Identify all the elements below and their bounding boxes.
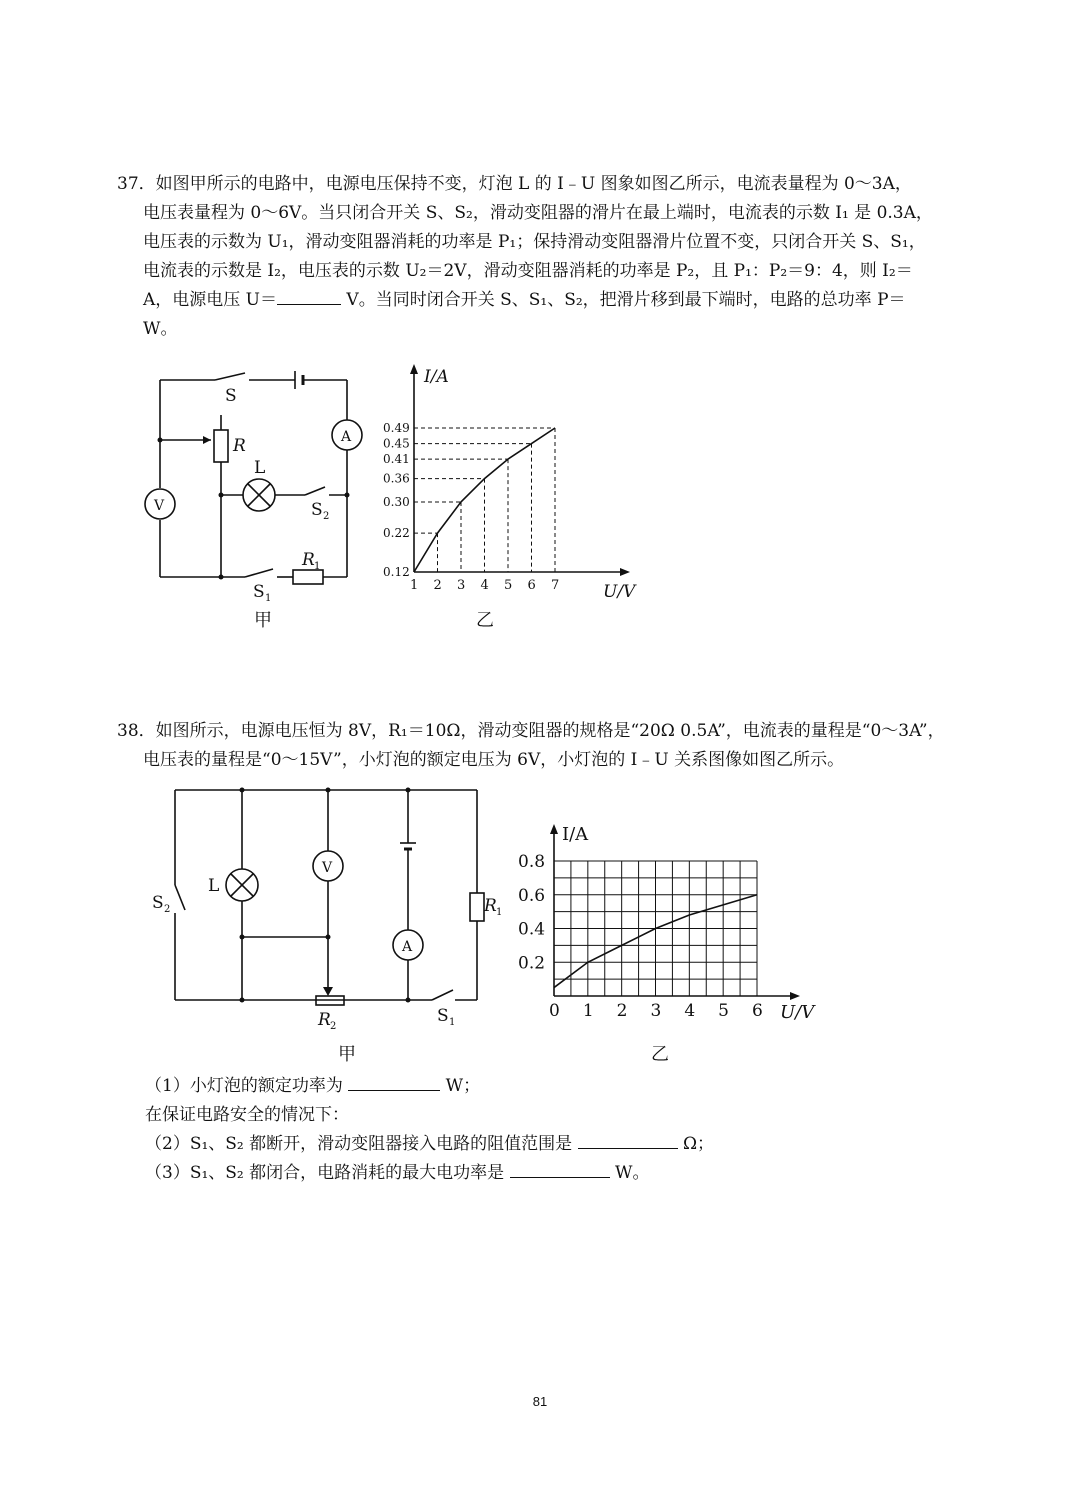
q37-text-1: 如图甲所示的电路中，电源电压保持不变，灯泡 L 的 I﹣U 图象如图乙所示，电流表量程为 0～3A， bbox=[155, 174, 912, 194]
q37-circuit-svg bbox=[145, 365, 360, 605]
y-tick-label: 0.22 bbox=[383, 526, 410, 541]
x-axis-arrow bbox=[620, 568, 630, 576]
q37-iu-chart-svg bbox=[370, 360, 660, 605]
x-tick-label: 5 bbox=[504, 578, 513, 593]
q37-line-6: W。 bbox=[143, 319, 178, 339]
q38-label-l: L bbox=[208, 876, 220, 896]
q37-iu-chart bbox=[370, 360, 660, 605]
q37-blank-voltage[interactable] bbox=[277, 286, 341, 305]
q37-label-s1-sub: 1 bbox=[265, 593, 272, 604]
x-axis-label: U/V bbox=[603, 582, 636, 602]
y-tick-label: 0.2 bbox=[518, 953, 546, 974]
y-tick-label: 0.4 bbox=[518, 919, 546, 940]
x-tick-label: 3 bbox=[457, 578, 466, 593]
y-tick-label: 0.49 bbox=[383, 421, 410, 435]
q38-label-s1-sub: 1 bbox=[449, 1017, 456, 1028]
q37-line-1 bbox=[117, 170, 977, 199]
q38-circuit-svg bbox=[150, 785, 510, 1035]
q37-label-r: R bbox=[233, 436, 246, 456]
q38-part-1-unit: W； bbox=[445, 1076, 481, 1096]
q38-caption-yi: 乙 bbox=[651, 1044, 669, 1065]
q37-label-s2: S bbox=[311, 500, 323, 520]
q38-part-2-unit: Ω； bbox=[682, 1134, 715, 1154]
y-tick-label: 0.36 bbox=[383, 471, 410, 486]
q37-circuit-diagram bbox=[145, 365, 360, 605]
q38-iu-chart bbox=[512, 818, 832, 1028]
q37-line-3: 电压表的示数为 U₁，滑动变阻器消耗的功率是 P₁；保持滑动变阻器滑片位置不变，只闭合开关 S、S₁， bbox=[143, 232, 926, 252]
q37-number: 37． bbox=[117, 174, 156, 194]
q37-line-5 bbox=[117, 286, 977, 315]
q38-label-r2: R bbox=[318, 1010, 331, 1030]
q38-circuit-diagram bbox=[150, 785, 510, 1035]
q37-line-4: 电流表的示数是 I₂，电压表的示数 U₂＝2V，滑动变阻器消耗的功率是 P₂，且 P₁：P₂＝9：4，则 I₂＝ bbox=[143, 261, 913, 281]
q37-line-2: 电压表量程为 0～6V。当只闭合开关 S、S₂，滑动变阻器的滑片在最上端时，电流表的示数 I₁ 是 0.3A， bbox=[143, 203, 933, 223]
q38-part-3-text: （3）S₁、S₂ 都闭合，电路消耗的最大电功率是 bbox=[145, 1163, 505, 1183]
q38-part-2-text: （2）S₁、S₂ 都断开，滑动变阻器接入电路的阻值范围是 bbox=[145, 1134, 573, 1154]
question-37 bbox=[117, 170, 977, 344]
q38-label-s2-sub: 2 bbox=[164, 904, 171, 915]
x-tick-label: 0 bbox=[549, 1001, 560, 1021]
y-tick-label: 0.30 bbox=[383, 494, 410, 509]
q37-caption-yi: 乙 bbox=[476, 610, 494, 631]
x-axis-arrow bbox=[790, 992, 800, 1000]
q38-label-r1-sub: 1 bbox=[496, 907, 503, 918]
q37-label-r1-sub: 1 bbox=[314, 561, 321, 572]
q38-label-r1: R bbox=[484, 896, 497, 916]
x-tick-label: 7 bbox=[551, 578, 560, 593]
y-tick-label: 0.41 bbox=[383, 452, 410, 467]
y-axis-arrow bbox=[410, 364, 418, 374]
x-tick-label: 3 bbox=[650, 1001, 662, 1021]
x-tick-label: 6 bbox=[527, 578, 536, 593]
q38-line-2: 电压表的量程是“0～15V”，小灯泡的额定电压为 6V，小灯泡的 I﹣U 关系图像如图乙所示。 bbox=[143, 750, 845, 770]
x-tick-label: 2 bbox=[616, 1001, 628, 1021]
x-tick-label: 1 bbox=[582, 1001, 594, 1021]
x-tick-label: 2 bbox=[433, 578, 442, 593]
q38-line-1 bbox=[117, 717, 977, 746]
y-tick-label: 0.12 bbox=[383, 565, 410, 579]
q38-iu-chart-svg bbox=[512, 818, 832, 1028]
q37-label-s1: S bbox=[253, 582, 265, 602]
y-tick-label: 0.8 bbox=[518, 852, 546, 872]
q38-part-1 bbox=[145, 1072, 1005, 1101]
y-tick-label: 0.6 bbox=[518, 885, 546, 906]
x-tick-label: 4 bbox=[480, 578, 489, 593]
q38-caption-jia: 甲 bbox=[338, 1044, 356, 1065]
x-tick-label: 6 bbox=[752, 1001, 763, 1021]
x-tick-label: 5 bbox=[718, 1001, 729, 1021]
q38-part-3-unit: W。 bbox=[614, 1163, 650, 1183]
q37-text-5a: A，电源电压 U＝ bbox=[143, 290, 278, 310]
q37-label-s2-sub: 2 bbox=[323, 511, 330, 522]
y-tick-label: 0.45 bbox=[383, 436, 410, 451]
q38-voltmeter-label: V bbox=[322, 860, 333, 876]
y-axis-arrow bbox=[550, 824, 558, 834]
q38-text-1: 如图所示，电源电压恒为 8V，R₁＝10Ω，滑动变阻器的规格是“20Ω 0.5A”，电流表的量程是“0～3A”， bbox=[155, 721, 945, 741]
question-38 bbox=[117, 717, 977, 775]
q37-label-l: L bbox=[254, 458, 266, 478]
q38-label-r2-sub: 2 bbox=[330, 1021, 337, 1032]
page-number: 81 bbox=[532, 1394, 548, 1409]
q38-ammeter-label: A bbox=[402, 939, 413, 955]
q38-part-3 bbox=[145, 1159, 1005, 1188]
y-axis-label: I/A bbox=[562, 824, 589, 845]
q38-label-s1: S bbox=[437, 1006, 449, 1026]
x-tick-label: 4 bbox=[684, 1001, 696, 1021]
q37-label-s: S bbox=[225, 386, 237, 406]
x-tick-label: 1 bbox=[410, 578, 419, 593]
q38-subquestions bbox=[145, 1072, 1005, 1188]
q37-text-5b: V。当同时闭合开关 S、S₁、S₂，把滑片移到最下端时，电路的总功率 P＝ bbox=[341, 290, 906, 310]
q38-blank-rated-power[interactable] bbox=[348, 1072, 440, 1091]
q38-number: 38． bbox=[117, 721, 156, 741]
q37-ammeter-label: A bbox=[341, 429, 352, 445]
y-axis-label: I/A bbox=[424, 367, 449, 387]
q38-blank-resistance-range[interactable] bbox=[578, 1130, 678, 1149]
q38-condition: 在保证电路安全的情况下： bbox=[145, 1105, 349, 1125]
q38-part-2 bbox=[145, 1130, 1005, 1159]
q38-label-s2: S bbox=[152, 893, 164, 913]
x-axis-label: U/V bbox=[780, 1002, 815, 1023]
q37-voltmeter-label: V bbox=[154, 498, 165, 514]
q37-label-r1: R bbox=[302, 550, 315, 570]
q38-blank-max-power[interactable] bbox=[510, 1159, 610, 1178]
q38-part-1-text: （1）小灯泡的额定功率为 bbox=[145, 1076, 343, 1096]
q37-caption-jia: 甲 bbox=[254, 610, 272, 631]
